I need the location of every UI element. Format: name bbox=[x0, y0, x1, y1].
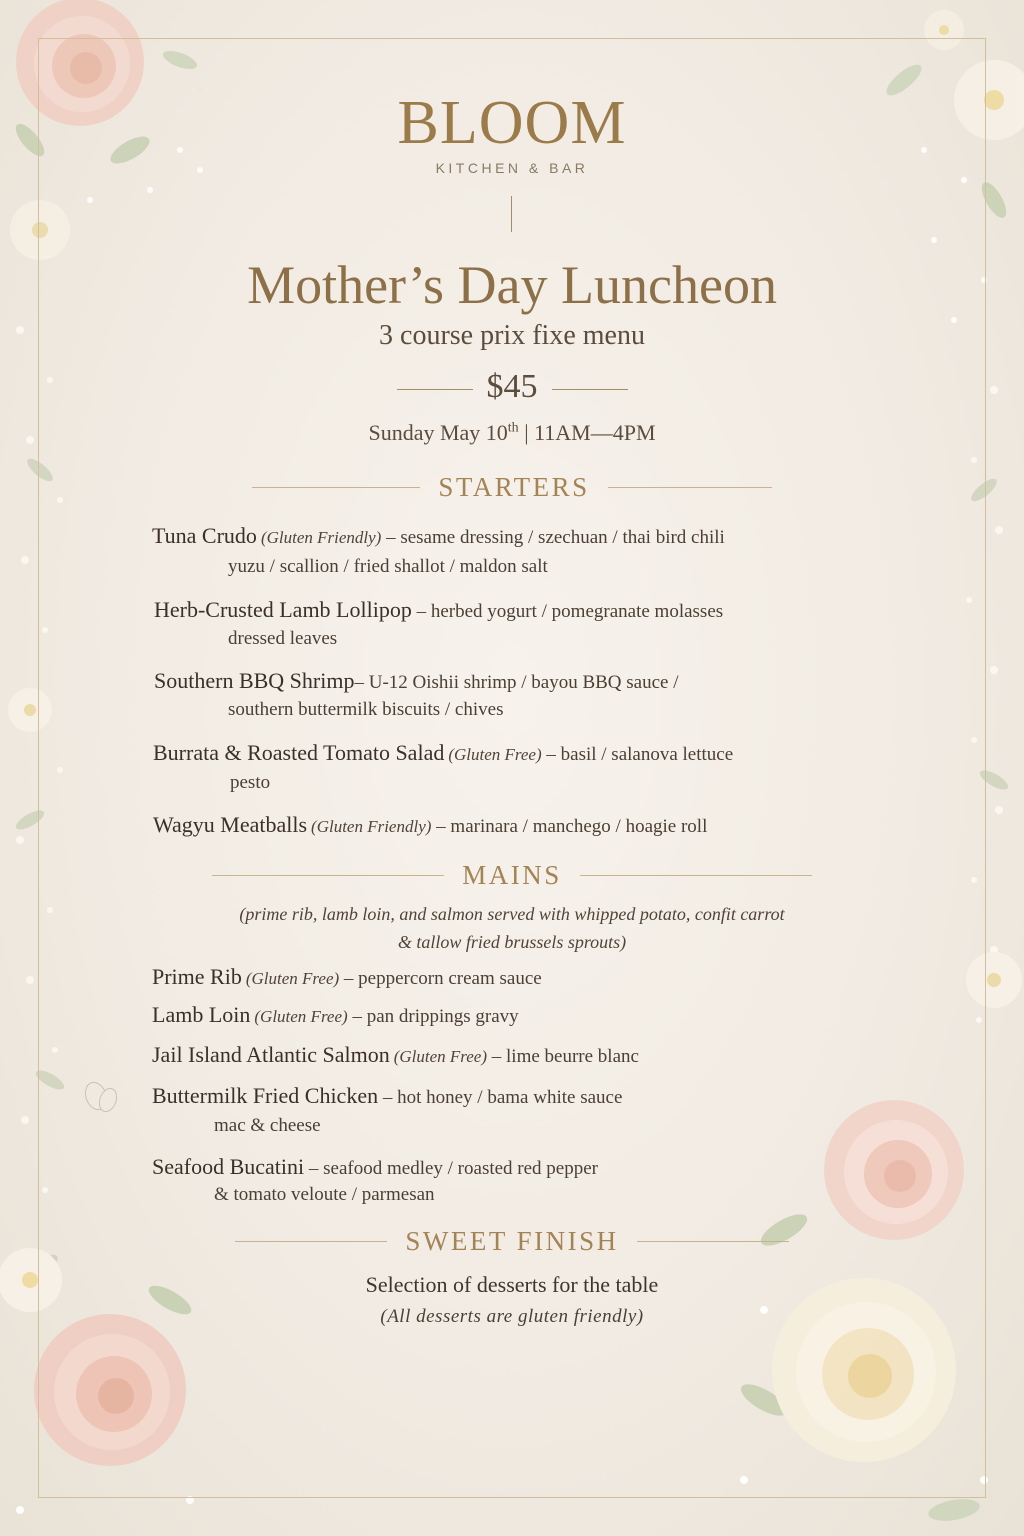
heading-rule-right bbox=[580, 875, 812, 876]
item-desc-cont: & tomato veloute / parmesan bbox=[214, 1184, 435, 1205]
price-row bbox=[0, 368, 1024, 406]
item-name: Herb-Crusted Lamb Lollipop bbox=[154, 597, 412, 622]
item-name: Tuna Crudo bbox=[152, 523, 257, 548]
item-name: Burrata & Roasted Tomato Salad bbox=[153, 740, 445, 765]
item-desc: – herbed yogurt / pomegranate molasses bbox=[411, 601, 724, 622]
dessert-note: (All desserts are gluten friendly) bbox=[380, 1306, 644, 1327]
starter-item-burrata-salad bbox=[153, 740, 733, 766]
price: $45 bbox=[486, 368, 538, 405]
item-name: Lamb Loin bbox=[152, 1002, 251, 1027]
item-note: (Gluten Friendly) bbox=[260, 528, 382, 547]
item-note: (Gluten Free) bbox=[245, 969, 340, 988]
heading-rule-left bbox=[252, 487, 420, 488]
item-desc: – marinara / manchego / hoagie roll bbox=[431, 816, 708, 837]
section-label: SWEET FINISH bbox=[405, 1226, 619, 1256]
mains-note-line2: & tallow fried brussels sprouts) bbox=[397, 932, 627, 952]
menu-subtitle: 3 course prix fixe menu bbox=[379, 320, 645, 351]
section-label: STARTERS bbox=[438, 472, 590, 502]
section-label: MAINS bbox=[462, 860, 562, 890]
item-desc: – seafood medley / roasted red pepper bbox=[304, 1158, 599, 1179]
price-rule-right bbox=[552, 389, 628, 390]
item-note: (Gluten Friendly) bbox=[311, 817, 432, 836]
section-heading-sweet-finish bbox=[0, 1226, 1024, 1257]
item-name: Wagyu Meatballs bbox=[153, 812, 308, 837]
item-desc: – pan drippings gravy bbox=[347, 1006, 519, 1027]
heading-rule-left bbox=[212, 875, 444, 876]
brand-logo: BLOOM bbox=[397, 89, 627, 157]
item-desc: – basil / salanova lettuce bbox=[541, 744, 734, 765]
heading-rule-left bbox=[235, 1241, 387, 1242]
item-name: Prime Rib bbox=[152, 964, 242, 989]
starter-item-lamb-lollipop bbox=[154, 597, 723, 623]
date-suffix: th bbox=[507, 420, 519, 436]
main-item-fried-chicken bbox=[152, 1083, 622, 1109]
item-desc-cont: yuzu / scallion / fried shallot / maldon salt bbox=[228, 556, 548, 577]
item-note: (Gluten Free) bbox=[393, 1047, 488, 1066]
item-note: (Gluten Free) bbox=[254, 1007, 348, 1026]
menu-title: Mother’s Day Luncheon bbox=[247, 255, 777, 315]
brand-tagline: KITCHEN & BAR bbox=[435, 160, 589, 176]
mains-note-line1: (prime rib, lamb loin, and salmon served with whipped potato, confit carrot bbox=[239, 904, 785, 924]
item-name: Buttermilk Fried Chicken bbox=[152, 1083, 379, 1108]
heading-rule-right bbox=[608, 487, 772, 488]
date-day: Sunday May 10 bbox=[368, 420, 508, 445]
item-desc-cont: pesto bbox=[230, 772, 271, 793]
starter-item-bbq-shrimp bbox=[154, 668, 679, 694]
item-desc: – U-12 Oishii shrimp / bayou BBQ sauce / bbox=[354, 672, 679, 693]
item-desc-cont: dressed leaves bbox=[228, 628, 338, 649]
item-name: Seafood Bucatini bbox=[152, 1154, 305, 1179]
dessert-description: Selection of desserts for the table bbox=[365, 1272, 659, 1297]
header-divider bbox=[511, 196, 512, 232]
main-item-prime-rib bbox=[152, 964, 542, 990]
main-item-lamb-loin bbox=[152, 1002, 519, 1028]
heading-rule-right bbox=[637, 1241, 789, 1242]
item-note: (Gluten Free) bbox=[448, 745, 542, 764]
starter-item-wagyu-meatballs bbox=[153, 812, 707, 838]
item-desc: – lime beurre blanc bbox=[487, 1046, 639, 1067]
item-desc: – sesame dressing / szechuan / thai bird chili bbox=[381, 527, 725, 548]
event-date bbox=[0, 420, 1024, 446]
item-desc-cont: mac & cheese bbox=[214, 1115, 321, 1136]
main-item-salmon bbox=[152, 1042, 639, 1068]
item-name: Jail Island Atlantic Salmon bbox=[152, 1042, 390, 1067]
item-desc-cont: southern buttermilk biscuits / chives bbox=[228, 699, 504, 720]
item-name: Southern BBQ Shrimp bbox=[154, 668, 355, 693]
price-rule-left bbox=[397, 389, 473, 390]
date-hours: | 11AM—4PM bbox=[524, 420, 656, 445]
starter-item-tuna-crudo bbox=[152, 523, 725, 549]
section-heading-starters bbox=[0, 472, 1024, 503]
section-heading-mains bbox=[0, 860, 1024, 891]
main-item-seafood-bucatini bbox=[152, 1154, 598, 1180]
item-desc: – hot honey / bama white sauce bbox=[378, 1087, 623, 1108]
item-desc: – peppercorn cream sauce bbox=[339, 968, 542, 989]
